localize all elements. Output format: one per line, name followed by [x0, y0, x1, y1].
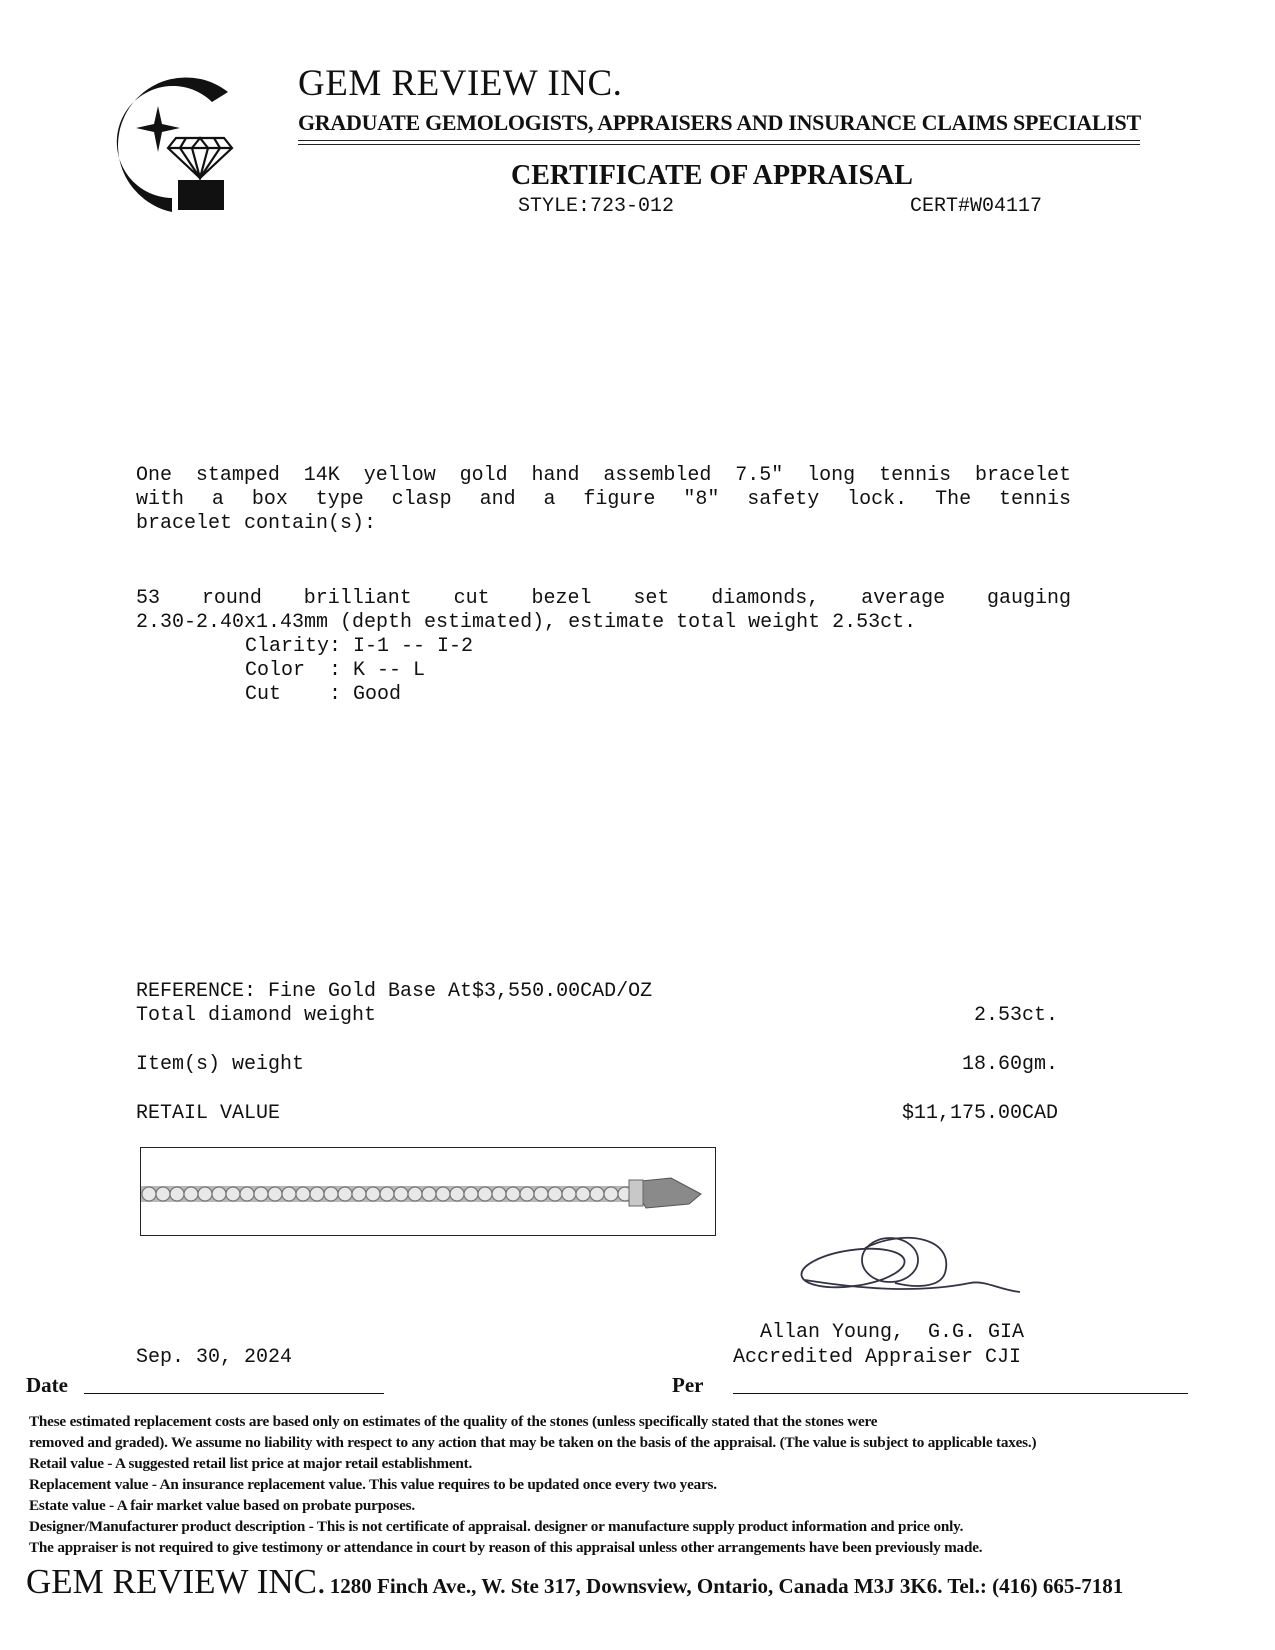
bracelet-stone [576, 1187, 590, 1201]
product-photo [140, 1147, 716, 1236]
appraiser-signature [795, 1228, 1035, 1308]
bracelet-stone [142, 1187, 156, 1201]
diamonds-line-2: 2.30-2.40x1.43mm (depth estimated), estimate total weight 2.53ct. [136, 611, 917, 634]
bracelet-stone [282, 1187, 296, 1201]
bracelet-stone [548, 1187, 562, 1201]
color-grade: Color : K -- L [245, 659, 426, 682]
diamond-weight-value: 2.53ct. [973, 1004, 1058, 1027]
bracelet-stone [562, 1187, 576, 1201]
bracelet-stone [408, 1187, 422, 1201]
bracelet-stone [464, 1187, 478, 1201]
bracelet-stone [366, 1187, 380, 1201]
bracelet-stone [240, 1187, 254, 1201]
designer-description-note: Designer/Manufacturer product description - This is not certificate of appraisal. designer or manufacture supply product information and price only. [29, 1518, 964, 1535]
clarity-grade: Clarity: I-1 -- I-2 [245, 635, 474, 658]
company-logo [100, 72, 250, 222]
date-line [84, 1393, 384, 1394]
bracelet-stone [394, 1187, 408, 1201]
bracelet-stone [170, 1187, 184, 1201]
bracelet-stone [296, 1187, 310, 1201]
bracelet-stone [226, 1187, 240, 1201]
description-line-1: One stamped 14K yellow gold hand assembled 7.5" long tennis bracelet [136, 464, 1071, 487]
cut-grade: Cut : Good [245, 683, 402, 706]
bracelet-stone [184, 1187, 198, 1201]
bracelet-stone [590, 1187, 604, 1201]
bracelet-stone [310, 1187, 324, 1201]
description-line-3: bracelet contain(s): [136, 512, 377, 535]
gold-reference: REFERENCE: Fine Gold Base At$3,550.00CAD/OZ [136, 980, 653, 1003]
footer-address: 1280 Finch Ave., W. Ste 317, Downsview, Ontario, Canada M3J 3K6. Tel.: (416) 665-7181 [329, 1574, 1124, 1598]
per-label: Per [672, 1373, 704, 1397]
per-line [733, 1393, 1188, 1394]
disclaimer-line-1: These estimated replacement costs are based only on estimates of the quality of the stones (unless specifically stated that the stones were [29, 1413, 878, 1430]
bracelet-stone [492, 1187, 506, 1201]
appraiser-name: Allan Young, G.G. GIA [760, 1321, 1025, 1344]
retail-value-definition: Retail value - A suggested retail list price at major retail establishment. [29, 1455, 473, 1472]
item-weight-value: 18.60gm. [961, 1053, 1058, 1076]
footer [26, 1562, 1123, 1602]
bracelet-stone [324, 1187, 338, 1201]
retail-value-label: RETAIL VALUE [136, 1102, 281, 1125]
appraiser-credential: Accredited Appraiser CJI [733, 1346, 1022, 1369]
logo-diamond-icon [168, 138, 232, 178]
tennis-bracelet-image [141, 1148, 714, 1234]
bracelet-stone [212, 1187, 226, 1201]
retail-value-amount: $11,175.00CAD [901, 1102, 1058, 1125]
bracelet-stone [352, 1187, 366, 1201]
estate-value-definition: Estate value - A fair market value based on probate purposes. [29, 1497, 415, 1514]
footer-company-name: GEM REVIEW INC. [26, 1562, 326, 1601]
company-subtitle: GRADUATE GEMOLOGISTS, APPRAISERS AND INSURANCE CLAIMS SPECIALIST [298, 110, 1141, 135]
replacement-value-definition: Replacement value - An insurance replacement value. This value requires to be updated once every two years. [29, 1476, 717, 1493]
certificate-title: CERTIFICATE OF APPRAISAL [511, 160, 913, 191]
bracelet-stone [520, 1187, 534, 1201]
description-line-2: with a box type clasp and a figure "8" safety lock. The tennis [136, 488, 1071, 511]
bracelet-stone [604, 1187, 618, 1201]
diamond-weight-label: Total diamond weight [136, 1004, 377, 1027]
item-weight-label: Item(s) weight [136, 1053, 305, 1076]
cert-number: CERT#W04117 [910, 195, 1043, 218]
header-rule-top [298, 140, 1140, 141]
appraisal-date: Sep. 30, 2024 [136, 1346, 293, 1369]
logo-sparkle-icon [136, 106, 180, 152]
diamonds-line-1: 53 round brilliant cut bezel set diamonds, average gauging [136, 587, 1071, 610]
bracelet-stone [436, 1187, 450, 1201]
bracelet-stone [450, 1187, 464, 1201]
bracelet-stone [506, 1187, 520, 1201]
date-label: Date [26, 1373, 68, 1397]
bracelet-stone [422, 1187, 436, 1201]
style-number: STYLE:723-012 [518, 195, 675, 218]
bracelet-stone [380, 1187, 394, 1201]
bracelet-stone [198, 1187, 212, 1201]
header-rule-bottom [298, 144, 1140, 145]
bracelet-stone [478, 1187, 492, 1201]
bracelet-stone [254, 1187, 268, 1201]
bracelet-stone [338, 1187, 352, 1201]
testimony-note: The appraiser is not required to give testimony or attendance in court by reason of this appraisal unless other arrangements have been previously made. [29, 1539, 983, 1556]
company-name: GEM REVIEW INC. [298, 63, 623, 104]
logo-pedestal [178, 180, 224, 210]
bracelet-stone [268, 1187, 282, 1201]
bracelet-stone [156, 1187, 170, 1201]
disclaimer-line-2: removed and graded). We assume no liability with respect to any action that may be taken on the basis of the appraisal. (The value is subject to applicable taxes.) [29, 1434, 1037, 1451]
bracelet-stone [534, 1187, 548, 1201]
